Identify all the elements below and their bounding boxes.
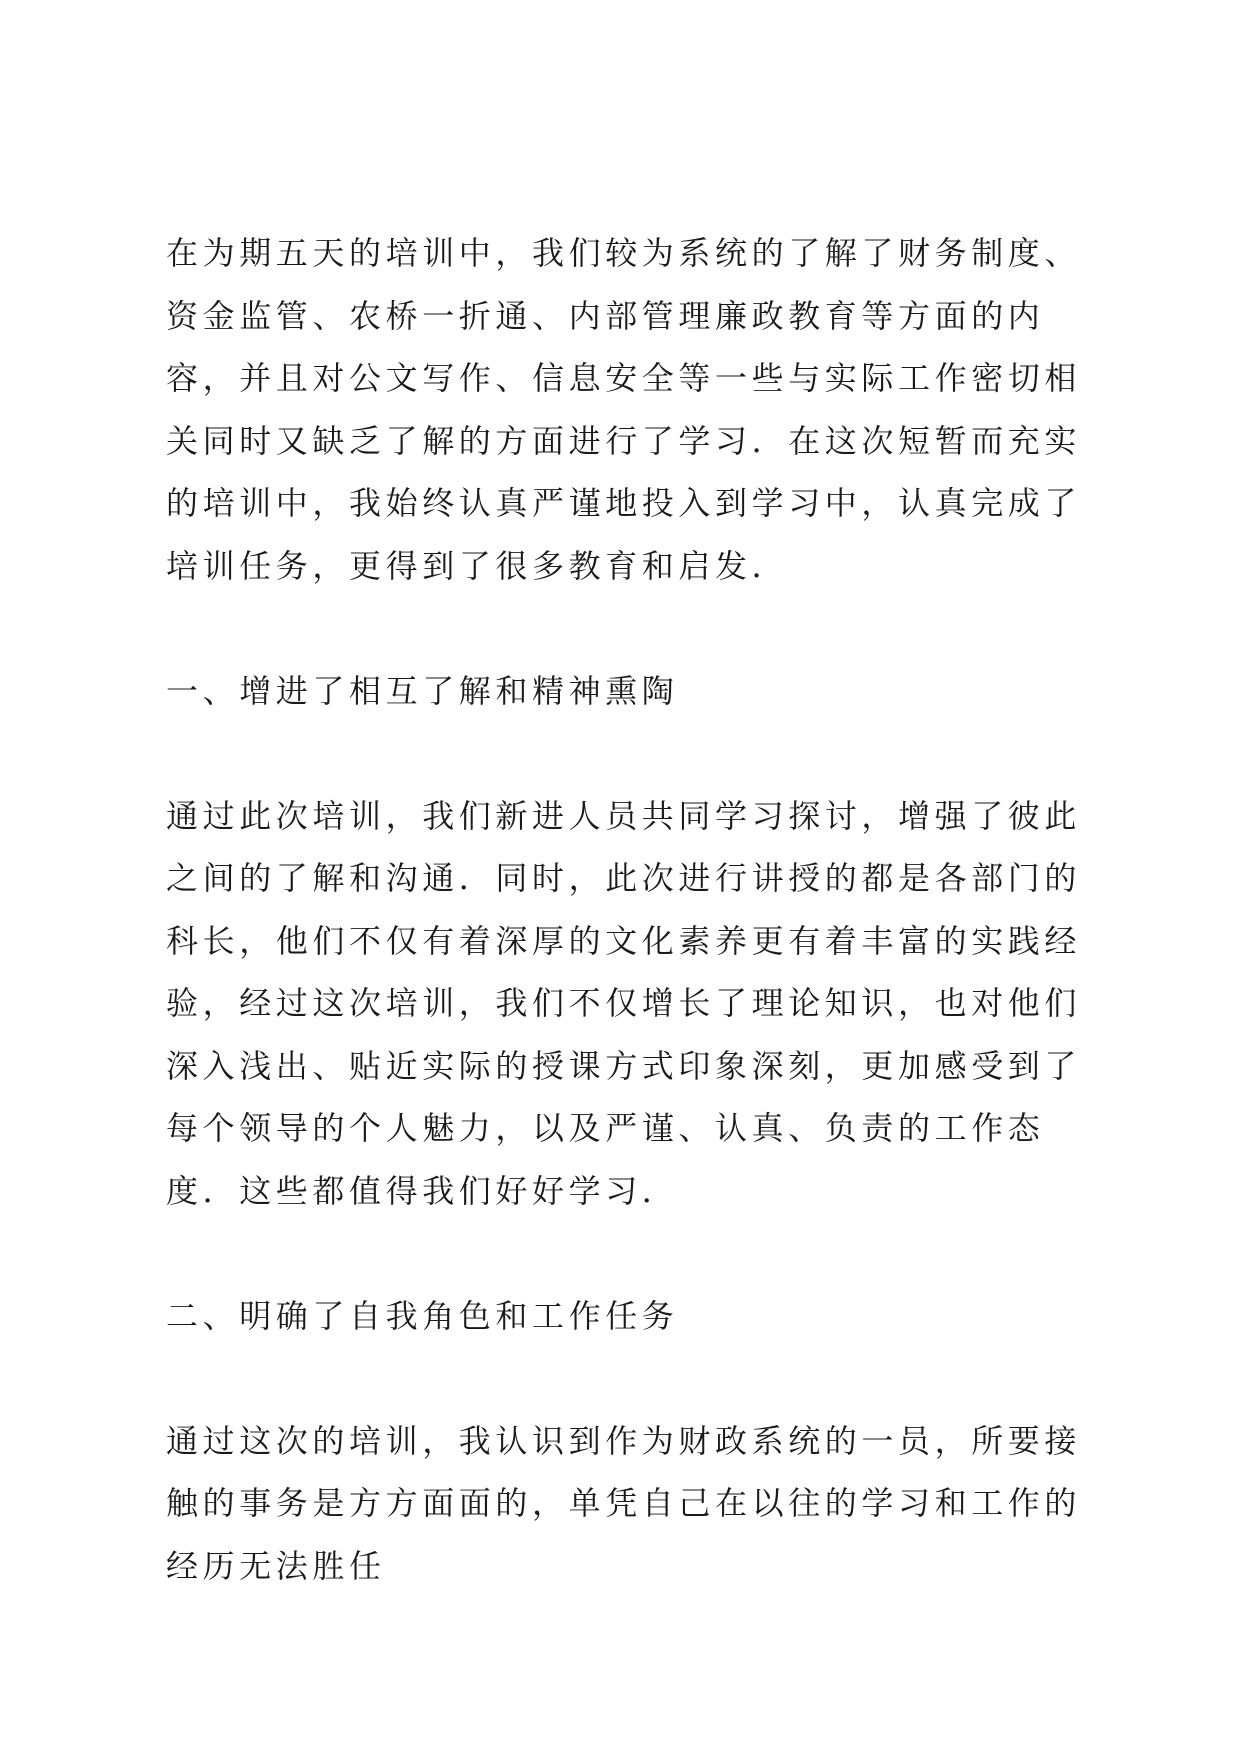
document-body (166, 222, 1096, 1597)
section-2-heading: 二、明确了自我角色和工作任务 (166, 1296, 679, 1335)
section-1-paragraph: 通过此次培训，我们新进人员共同学习探讨，增强了彼此之间的了解和沟通．同时，此次进行讲授的都是各部门的科长，他们不仅有着深厚的文化素养更有着丰富的实践经验，经过这次培训，我们不仅增长了理论知识，也对他们深入浅出、贴近实际的授课方式印象深刻，更加感受到了每个领导的个人魅力，以及严谨、认真、负责的工作态度．这些都值得我们好好学习． (166, 796, 1082, 1210)
section-1-heading: 一、增进了相互了解和精神熏陶 (166, 671, 679, 710)
section-2-paragraph: 通过这次的培训，我认识到作为财政系统的一员，所要接触的事务是方方面面的，单凭自己在以往的学习和工作的经历无法胜任 (166, 1421, 1082, 1585)
intro-paragraph: 在为期五天的培训中，我们较为系统的了解了财务制度、资金监管、农桥一折通、内部管理廉政教育等方面的内容，并且对公文写作、信息安全等一些与实际工作密切相关同时又缺乏了解的方面进行了学习．在这次短暂而充实的培训中，我始终认真严谨地投入到学习中，认真完成了培训任务，更得到了很多教育和启发． (166, 234, 1082, 585)
